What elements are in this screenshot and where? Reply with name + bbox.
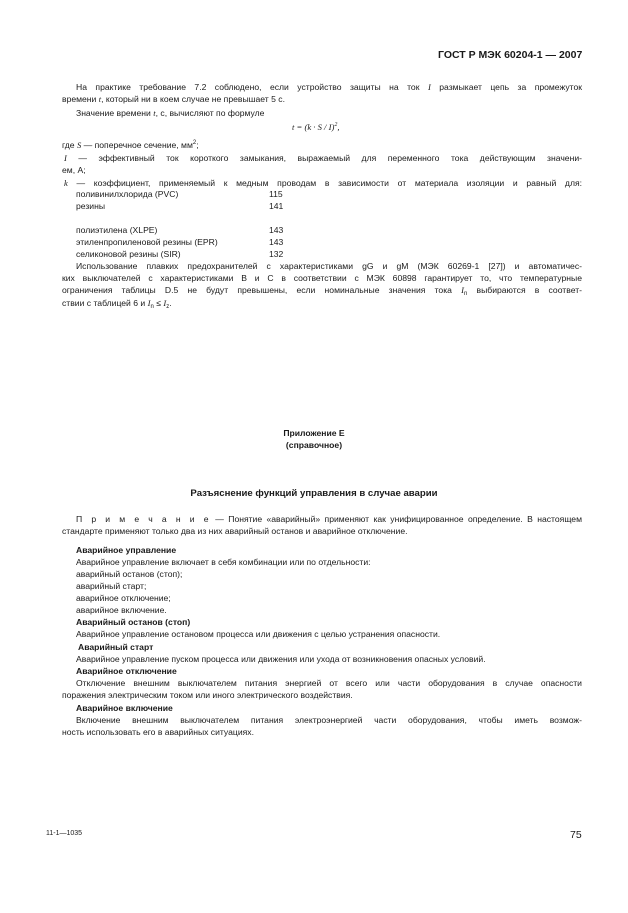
- section-title: Аварийный останов (стоп): [76, 617, 191, 627]
- material-name: селиконовой резины (SIR): [76, 249, 181, 259]
- section-text: ность использовать его в аварийных ситуациях.: [62, 727, 254, 737]
- standard-code-header: ГОСТ Р МЭК 60204-1 — 2007: [438, 49, 583, 61]
- section-title: Аварийное отключение: [76, 666, 177, 676]
- annex-title: Приложение Е: [283, 428, 345, 438]
- formula: $t = (k \cdot S / I)^2$,: [292, 122, 340, 132]
- definition-k: k — коэффициент, применяемый к медным проводам в зависимости от материала изоляции и равный для:: [64, 178, 582, 188]
- section-text: Аварийное управление включает в себя комбинации или по отдельности:: [76, 557, 371, 567]
- section-title: Аварийное включение: [76, 703, 173, 713]
- section-text: Аварийное управление пуском процесса или движения или ухода от возникновения опасных условий.: [76, 654, 486, 664]
- material-name: резины: [76, 201, 106, 211]
- fuse-paragraph-line: ких выключателей с характеристиками В и С в соответствии с МЭК 60898 гарантирует то, что температурные: [62, 273, 582, 283]
- definition-I-cont: ем, А;: [62, 165, 86, 175]
- definition-I: I — эффективный ток короткого замыкания, выражаемый для переменного тока действующим значени-: [64, 153, 582, 163]
- section-text: Отключение внешним выключателем питания энергией от всего или части оборудования в случае опасности: [76, 678, 582, 688]
- material-value: 141: [269, 201, 284, 211]
- list-item: аварийное включение.: [76, 605, 167, 615]
- list-item: аварийное отключение;: [76, 593, 171, 603]
- material-value: 132: [269, 249, 284, 259]
- material-name: поливинилхлорида (PVC): [76, 189, 179, 199]
- section-title: Аварийный старт: [78, 642, 154, 652]
- paragraph-line: Значение времени t, с, вычисляют по формуле: [76, 108, 265, 118]
- note-line: стандарте применяют только два из них аварийный останов и аварийное отключение.: [62, 526, 408, 536]
- annex-subtitle: (справочное): [285, 440, 343, 450]
- fuse-paragraph-line: Использование плавких предохранителей с характеристиками gG и gM (МЭК 60269-1 [27]) и автоматичес-: [76, 261, 582, 271]
- section-text: Аварийное управление остановом процесса или движения с целью устранения опасности.: [76, 629, 441, 639]
- print-code: 11-1—1035: [46, 830, 83, 837]
- section-title: Аварийное управление: [76, 545, 177, 555]
- paragraph-line: На практике требование 7.2 соблюдено, если устройство защиты на ток I размыкает цепь за промежуток: [76, 82, 583, 92]
- material-value: 115: [269, 189, 283, 199]
- material-name: этиленпропиленовой резины (EPR): [76, 237, 218, 247]
- list-item: аварийный старт;: [76, 581, 147, 591]
- paragraph-line: времени t, который ни в коем случае не превышает 5 с.: [62, 94, 285, 104]
- list-item: аварийный останов (стоп);: [76, 569, 183, 579]
- section-text: поражения электрическим током или иного электрического воздействия.: [62, 690, 353, 700]
- fuse-paragraph-line: ствии с таблицей 6 и $I_n \le I_z$.: [62, 298, 172, 310]
- section-text: Включение внешним выключателем питания электроэнергией части оборудования, чтобы иметь возмож-: [76, 715, 582, 725]
- material-value: 143: [269, 237, 284, 247]
- material-value: 143: [269, 225, 284, 235]
- definition-S: где S — поперечное сечение, $мм^2$;: [62, 140, 199, 150]
- fuse-paragraph-line: ограничения таблицы D.5 не будут превышены, если номинальные значения тока $I_n$ выбираются в соответ-: [62, 285, 582, 297]
- annex-heading: Разъяснение функций управления в случае аварии: [190, 488, 438, 499]
- page-number: 75: [570, 829, 582, 841]
- material-name: полиэтилена (XLPE): [76, 225, 158, 235]
- note-line: П р и м е ч а н и е — Понятие «аварийный» применяют как унифицированное определение. В настоящем: [76, 514, 582, 524]
